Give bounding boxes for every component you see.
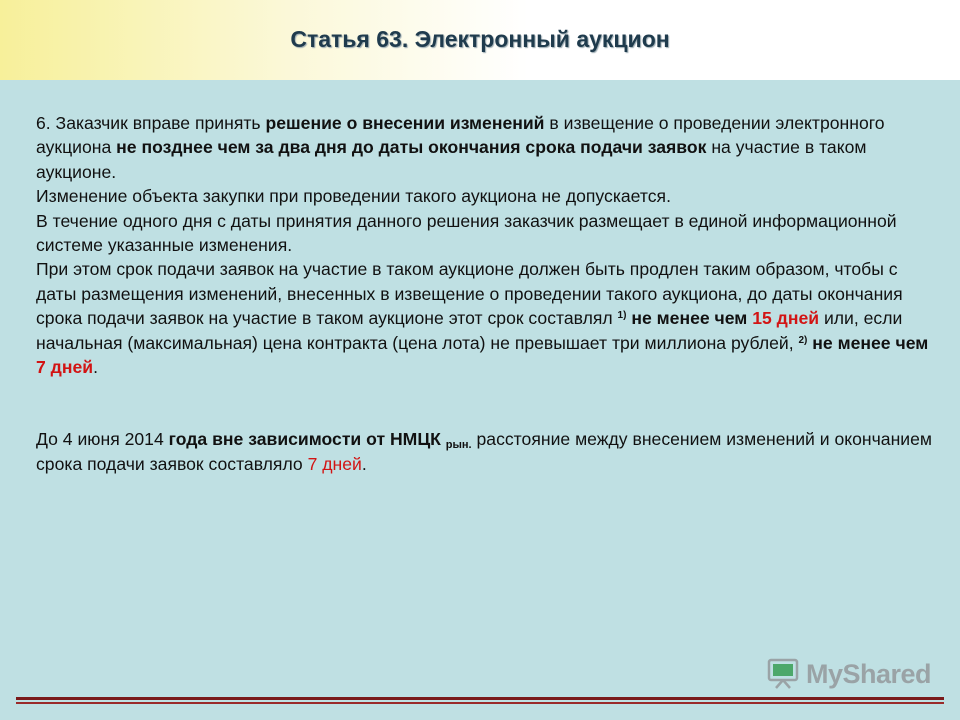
page-title: Статья 63. Электронный аукцион	[290, 26, 670, 52]
paragraph-changes-decision	[36, 111, 936, 184]
subscript-label: рын.	[445, 439, 472, 452]
highlight-15-days: 15 дней	[752, 308, 820, 329]
header-banner	[0, 0, 960, 80]
text-run: .	[361, 453, 367, 474]
text-run-bold: не менее чем	[626, 308, 753, 329]
logo-text: MyShared	[806, 658, 932, 689]
spacer	[36, 379, 936, 427]
paragraph-publication: В течение одного дня с даты принятия данного решения заказчик размещает в единой информационной системе указанные изменения.	[36, 210, 897, 256]
text-run: в извещение о проведении электронного аукциона	[36, 113, 885, 158]
footnote-marker: 1)	[617, 310, 627, 322]
text-run-bold: не позднее чем за два дня до даты окончания срока подачи заявок	[116, 137, 707, 158]
text-run: 6. Заказчик вправе принять	[36, 113, 266, 133]
paragraph-deadline-extension	[36, 257, 936, 379]
text-run: на участие в таком аукционе.	[36, 137, 867, 182]
text-run-bold: не менее чем	[807, 332, 929, 353]
text-run-bold: года вне зависимости от НМЦК	[168, 429, 446, 450]
footer-rule	[16, 702, 944, 704]
article-body	[36, 111, 936, 476]
text-run: До 4 июня 2014	[36, 429, 169, 450]
highlight-7-days: 7 дней	[36, 357, 94, 378]
text-run: или, если начальная (максимальная) цена контракта (цена лота) не превышает три миллиона рублей,	[36, 308, 903, 353]
text-run: .	[93, 357, 98, 378]
text-run-bold: решение о внесении изменений	[265, 113, 545, 133]
paragraph-object-change: Изменение объекта закупки при проведении такого аукциона не допускается.	[36, 186, 671, 207]
footnote-marker: 2)	[798, 334, 808, 346]
myshared-logo	[766, 656, 936, 692]
highlight-7-days: 7 дней	[307, 453, 362, 474]
presentation-board-icon	[766, 658, 800, 690]
paragraph-before-2014	[36, 427, 936, 476]
footer-rule	[16, 697, 944, 700]
text-run: расстояние между внесением изменений и окончанием срока подачи заявок составляло	[36, 429, 933, 474]
text-run: При этом срок подачи заявок на участие в таком аукционе должен быть продлен таким образом, чтобы с даты размещения изменений, внесенных в извещение о проведении такого аукциона, до даты окончания срока подачи заявок на участие в таком аукционе этот срок составлял	[36, 259, 903, 329]
